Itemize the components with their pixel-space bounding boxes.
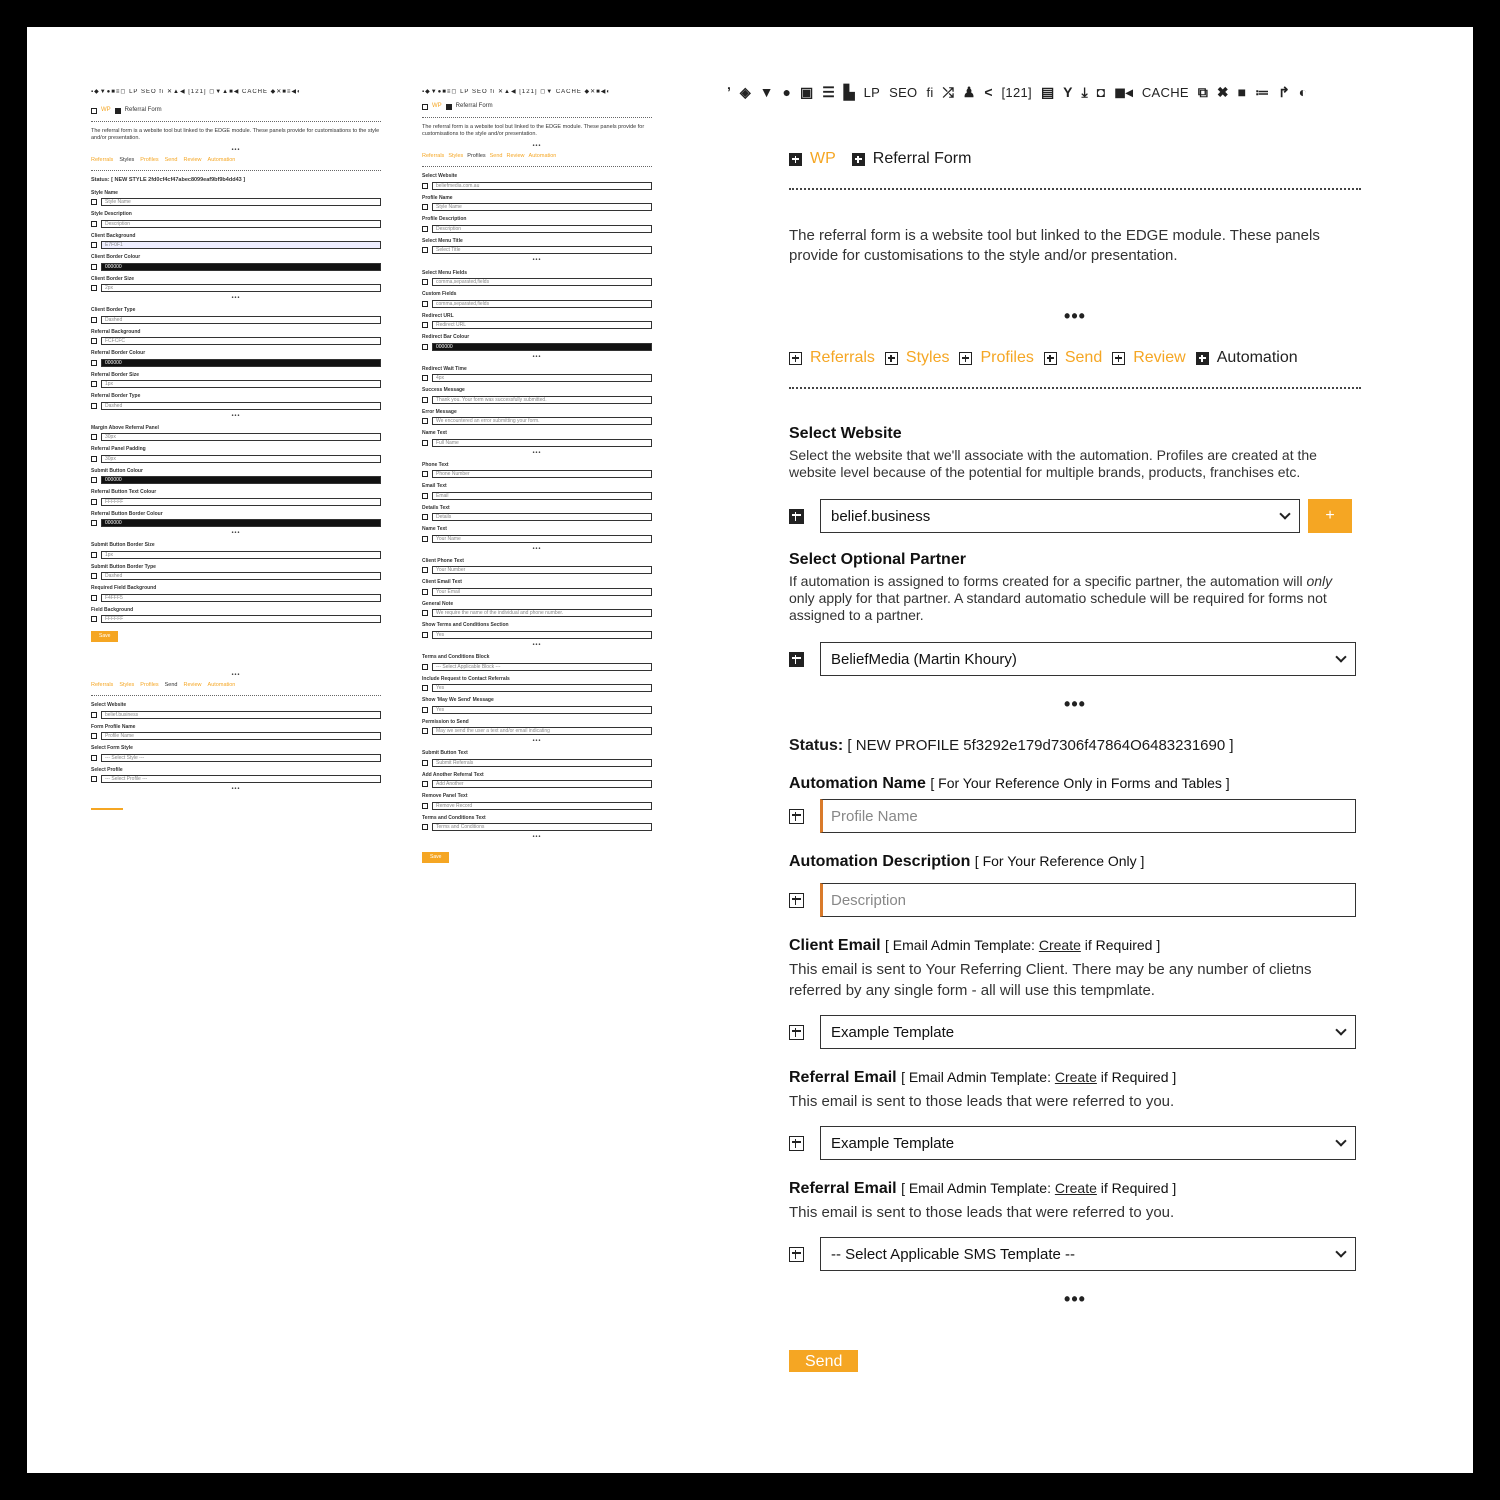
thumb-field-label: Submit Button Border Type bbox=[91, 563, 156, 570]
thumb-tabs: Referrals Styles Profiles Send Review Automation bbox=[91, 157, 236, 164]
shield-icon[interactable]: ◈ bbox=[739, 83, 751, 100]
chevron-down-icon bbox=[1335, 1246, 1346, 1257]
thumb-ellipsis: ••• bbox=[532, 834, 542, 841]
thumbnail-profiles-panel: ▪◆▼●■≡◻ LP SEO fi ✕▲◀ [121] ◻▼ CACHE ◆✕■◀◐ WP Referral Form The referral form is a website tool but linked to the EDGE module. These panels provide for customisations to the style and/or presentation. ••• Referrals Styles Profiles Send Review Automation Select Website beliefmedia.com.au Profile Name Style Name Profile Description Description Select Menu Title Select Title ••• Select Menu Fields comma,separated,fields Custom Fields comma,separated,fields Redirect URL Redirect URL Redirect Bar Colour 000000 ••• Redirect Wait Time 4px Success Message Thank you. Your form was successfully submitted. Error Message We encountered an error submitting your form. Name Text Full Name ••• Phone Text Phone Number Email Text Email Details Text Details Name Text Your Name ••• Client Phone Text Your Number Client Email Text Your Email General Note We require the name of the individual and phone number. Show Terms and Conditions Section Yes ••• Terms and Conditions Block --- Select Applicable Block --- Include Request to Contact Referrals Yes Show 'May We Send' Message Yes Permission to Send May we send the user a text and/or email indicating ••• Submit Button Text Submit Referrals Add Another Referral Text Add Another Remove Panel Text Remove Record Terms and Conditions Text Terms and Conditions ••• Save bbox=[422, 89, 652, 1349]
tab-review[interactable]: Review bbox=[1112, 349, 1185, 367]
redo-icon[interactable]: ↱ bbox=[1278, 83, 1290, 100]
plus-square-icon bbox=[1196, 352, 1209, 365]
plus-square-icon bbox=[422, 760, 428, 766]
chevron-down-icon bbox=[1335, 1135, 1346, 1146]
thumb-field-input[interactable]: F4FFF5 bbox=[101, 594, 381, 602]
plus-square-icon bbox=[91, 733, 97, 739]
shuffle-icon[interactable]: ⤮ bbox=[942, 83, 954, 100]
plus-square-icon bbox=[91, 434, 97, 440]
thumb-field-input[interactable]: Dashed bbox=[101, 572, 381, 580]
thumbnail-styles-panel: ▪◆▼●■≡◻ LP SEO fi ✕▲◀ [121] ◻▼▲■◀ CACHE ◆✕■≡◀◐ WP Referral Form The referral form is a website tool but linked to the EDGE module. These panels provide for customisations to the style and/or presentation. ••• Referrals Styles Profiles Send Review Automation Status: [ NEW STYLE 2fd0cf4cf47abec8099eaf9bf9b4dd43 ] Style Name Style Name Style Description Description Client Background E7F0F1 Client Border Colour 000000 Client Border Size 2px ••• Client Border Type Dashed Referral Background FCFCFC Referral Border Colour 000000 Referral Border Size 1px Referral Border Type Dashed ••• Margin Above Referral Panel 30px Referral Panel Padding 30px Submit Button Colour 000000 Referral Button Text Colour FFFFFF Referral Button Border Colour 000000 ••• Submit Button Border Size 1px Submit Button Border Type Dashed Required Field Background F4FFF5 Field Background FFFFFF Save ••• Referrals Styles Profiles Send Review Automation Select Website belief.business Form Profile Name Profile Name Select Form Style --- Select Style --- Select Profile --- Select Profile --- ••• bbox=[91, 89, 381, 1349]
user-icon[interactable]: ♟ bbox=[962, 83, 976, 100]
tab-referrals[interactable]: Referrals bbox=[789, 349, 875, 367]
thumb-field-label: Select Menu Title bbox=[422, 237, 463, 244]
screenshot-frame bbox=[27, 27, 1473, 1473]
thumb-field-label: Permission to Send bbox=[422, 718, 469, 725]
plus-square-icon bbox=[91, 403, 97, 409]
plus-square-icon bbox=[422, 344, 428, 350]
divider bbox=[789, 188, 1361, 190]
plus-square-icon bbox=[422, 418, 428, 424]
toolbar-cache[interactable]: CACHE bbox=[1141, 84, 1189, 100]
info-icon[interactable]: ● bbox=[782, 84, 791, 100]
plus-square-icon bbox=[91, 285, 97, 291]
thumb-field-label: Profile Name bbox=[422, 194, 453, 201]
thumb-field-input[interactable]: Description bbox=[101, 220, 381, 228]
thumb-field-input[interactable]: 30px bbox=[101, 455, 381, 463]
thumb-ellipsis: ••• bbox=[532, 449, 542, 456]
plus-square-icon bbox=[91, 776, 97, 782]
thumb-field-label: Name Text bbox=[422, 526, 447, 533]
thumb-field-label: Client Border Size bbox=[91, 275, 135, 282]
thumb-field-label: Referral Button Text Colour bbox=[91, 489, 157, 496]
breadcrumb bbox=[789, 150, 1367, 168]
plus-square-icon bbox=[91, 552, 97, 558]
status-value: [ NEW PROFILE 5f3292e179d7306f47864O6483231690 ] bbox=[847, 737, 1234, 754]
thumb-field-input[interactable]: Yes bbox=[432, 706, 652, 714]
thumb-field-label: Redirect Wait Time bbox=[422, 365, 467, 372]
thumb-field-label: Form Profile Name bbox=[91, 723, 136, 730]
fork-icon[interactable]: Y bbox=[1063, 84, 1073, 100]
thumb-field-input[interactable]: Your Email bbox=[432, 588, 652, 596]
thumb-field-label: Client Background bbox=[91, 232, 136, 239]
thumb-field-label: Select Profile bbox=[91, 766, 123, 773]
tab-styles[interactable]: Styles bbox=[885, 349, 950, 367]
thumb-style-fields bbox=[91, 190, 381, 624]
thumb-field-input[interactable]: 000000 bbox=[101, 359, 381, 367]
thumb-field-input[interactable]: --- Select Style --- bbox=[101, 754, 381, 762]
thumb-field-label: Required Field Background bbox=[91, 585, 157, 592]
share-icon[interactable]: < bbox=[984, 84, 993, 100]
select-website-desc: Select the website that we'll associate with the automation. Profiles are created at the website level because of the potential for multiple brands, products, franchises etc. bbox=[789, 447, 1317, 480]
plus-square-icon bbox=[91, 221, 97, 227]
thumb-field-input[interactable]: Terms and Conditions bbox=[432, 823, 652, 831]
plus-square-icon bbox=[422, 707, 428, 713]
plus-square-icon bbox=[422, 247, 428, 253]
thumb-field-label: Client Phone Text bbox=[422, 557, 464, 564]
thumb-field-label: Add Another Referral Text bbox=[422, 771, 484, 778]
thumb-field-input[interactable]: 4px bbox=[432, 374, 652, 382]
thumb-field-input[interactable]: 30px bbox=[101, 433, 381, 441]
toolbar-counter[interactable]: [121] bbox=[1001, 84, 1032, 100]
thumb-field-label: Referral Panel Padding bbox=[91, 446, 146, 453]
plus-square-icon bbox=[422, 824, 428, 830]
breadcrumb-current: Referral Form bbox=[872, 150, 972, 167]
plus-square-icon bbox=[91, 264, 97, 270]
automation-desc-input[interactable]: Description bbox=[820, 883, 1356, 917]
thumb-field-input[interactable]: Your Name bbox=[432, 535, 652, 543]
thumb-field-input[interactable]: comma,separated,fields bbox=[432, 300, 652, 308]
thumb-field-label: Email Text bbox=[422, 483, 447, 490]
tab-automation[interactable]: Automation bbox=[1196, 349, 1298, 367]
plus-square-icon bbox=[422, 183, 428, 189]
thumb2-save-button[interactable]: Save bbox=[422, 852, 449, 863]
toolbar-fi[interactable]: fi bbox=[926, 84, 934, 100]
thumb-field-label: Select Menu Fields bbox=[422, 269, 468, 276]
thumb-field-label: Referral Border Type bbox=[91, 393, 141, 400]
client-email-section: Client Email [ Email Admin Template: Create if Required ] This email is sent to Your Referring Client. There may be any number of clietns referred by any single form - all will use this tempmlate. Example Template bbox=[789, 937, 1361, 1049]
thumb-field-label: General Note bbox=[422, 600, 454, 607]
thumb-field-label: Submit Button Border Size bbox=[91, 542, 155, 549]
thumb-field-input[interactable]: Yes bbox=[432, 631, 652, 639]
plus-square-icon bbox=[959, 352, 972, 365]
thumb-intro: The referral form is a website tool but linked to the EDGE module. These panels provide for customisations to the style and/or presentation. bbox=[91, 127, 380, 141]
thumb-field-input[interactable]: belief.business bbox=[101, 711, 381, 719]
referral-sms-section: Referral Email [ Email Admin Template: Create if Required ] This email is sent to those leads that were referred to you. -- Select Applicable SMS Template -- bbox=[789, 1180, 1361, 1271]
plus-square-icon bbox=[91, 616, 97, 622]
intro-text: The referral form is a website tool but linked to the EDGE module. These panels provide for customisations to the style and/or presentation. bbox=[789, 227, 1320, 264]
partner-section bbox=[789, 551, 1361, 676]
toolbar-lp[interactable]: LP bbox=[863, 84, 881, 100]
plus-square-icon[interactable] bbox=[789, 1247, 804, 1262]
plus-square-icon bbox=[1044, 352, 1057, 365]
thumb-ellipsis: ••• bbox=[231, 295, 241, 301]
thumb-field-input[interactable]: 000000 bbox=[432, 343, 652, 351]
plus-square-icon bbox=[422, 514, 428, 520]
thumb-ellipsis: ••• bbox=[231, 530, 241, 537]
thumb-field-input[interactable]: We require the name of the individual and phone number. bbox=[432, 609, 652, 617]
plus-square-icon bbox=[91, 477, 97, 483]
inbox-icon[interactable]: ■ bbox=[1237, 84, 1247, 100]
plus-square-icon bbox=[422, 589, 428, 595]
thumb-field-input[interactable]: Redirect URL bbox=[432, 321, 652, 329]
website-select[interactable]: belief.business bbox=[820, 499, 1300, 533]
thumb-send-fields bbox=[91, 702, 381, 783]
thumb-field-input[interactable]: 2px bbox=[101, 284, 381, 292]
thumb-field-label: Success Message bbox=[422, 387, 465, 394]
thumb-ellipsis: ••• bbox=[532, 641, 542, 648]
plus-square-icon bbox=[91, 595, 97, 601]
thumb-ellipsis: ••• bbox=[532, 257, 542, 264]
plus-square-icon bbox=[91, 242, 97, 248]
thumb-field-label: Redirect URL bbox=[422, 312, 454, 319]
plus-square-icon bbox=[422, 226, 428, 232]
plus-square-icon[interactable] bbox=[789, 1025, 804, 1040]
thumb-field-input[interactable]: FFFFFF bbox=[101, 498, 381, 506]
plus-square-icon bbox=[422, 204, 428, 210]
create-template-link[interactable]: Create bbox=[1054, 1069, 1097, 1085]
thumb-field-label: Select Form Style bbox=[91, 745, 133, 752]
thumb-field-input[interactable]: 1px bbox=[101, 380, 381, 388]
automation-name-input[interactable]: Profile Name bbox=[820, 799, 1356, 833]
thumb-field-input[interactable]: 000000 bbox=[101, 519, 381, 527]
plus-square-icon bbox=[422, 322, 428, 328]
admin-toolbar bbox=[727, 82, 1367, 102]
thumb-toolbar: ▪◆▼●■≡◻ LP SEO fi ✕▲◀ [121] ◻▼▲■◀ CACHE ◆✕■≡◀◐ bbox=[91, 89, 302, 95]
thumb-field-input[interactable]: Full Name bbox=[432, 439, 652, 447]
chevron-down-icon bbox=[1335, 1024, 1346, 1035]
thumb-field-label: Terms and Conditions Text bbox=[422, 814, 486, 821]
plus-square-icon[interactable] bbox=[789, 509, 804, 524]
plus-square-icon bbox=[422, 375, 428, 381]
thumb-breadcrumb: WP Referral Form bbox=[91, 107, 381, 115]
thumb-field-input[interactable]: --- Select Profile --- bbox=[101, 775, 381, 783]
send-button[interactable]: Send bbox=[789, 1350, 858, 1372]
sms-template-select[interactable]: -- Select Applicable SMS Template -- bbox=[820, 1237, 1356, 1271]
chart-icon[interactable]: ▙ bbox=[843, 83, 855, 100]
palette-icon[interactable]: ◐ bbox=[1298, 84, 1308, 100]
thumb-field-label: Referral Button Border Colour bbox=[91, 510, 163, 517]
thumb-field-input[interactable]: Thank you. Your form was successfully submitted. bbox=[432, 396, 652, 404]
ellipsis-divider: ••• bbox=[1064, 306, 1086, 326]
select-website-title: Select Website bbox=[789, 425, 902, 442]
plus-square-icon bbox=[422, 632, 428, 638]
plus-square-icon bbox=[91, 520, 97, 526]
thumb-field-input[interactable]: comma,separated,fields bbox=[432, 278, 652, 286]
thumb-field-input[interactable]: Profile Name bbox=[101, 732, 381, 740]
plus-square-icon bbox=[422, 471, 428, 477]
thumb-field-input[interactable]: Dashed bbox=[101, 316, 381, 324]
plus-square-icon bbox=[789, 153, 802, 166]
thumb-field-input[interactable]: Select Title bbox=[432, 246, 652, 254]
thumb-field-label: Name Text bbox=[422, 430, 447, 437]
thumb-field-label: Select Website bbox=[91, 702, 127, 709]
referral-email-section: Referral Email [ Email Admin Template: Create if Required ] This email is sent to those leads that were referred to you. Example Template bbox=[789, 1069, 1361, 1160]
plus-square-icon bbox=[91, 381, 97, 387]
thumb-field-input[interactable]: May we send the user a text and/or email indicating bbox=[432, 727, 652, 735]
thumb-save-button[interactable]: Save bbox=[91, 631, 118, 642]
automation-desc-section: Automation Description [ For Your Reference Only ] Description bbox=[789, 853, 1361, 917]
thumb-field-input[interactable]: 1px bbox=[101, 551, 381, 559]
thumb-field-input[interactable]: FFFFFF bbox=[101, 615, 381, 623]
calendar-icon[interactable]: ▣ bbox=[800, 83, 814, 100]
thumb-field-input[interactable]: Email bbox=[432, 492, 652, 500]
plus-square-icon bbox=[1112, 352, 1125, 365]
box-icon[interactable]: ◘ bbox=[1096, 84, 1106, 100]
divider bbox=[789, 387, 1361, 389]
thumb-field-input[interactable]: Add Another bbox=[432, 780, 652, 788]
thumb-field-input[interactable]: Remove Record bbox=[432, 802, 652, 810]
thumb-field-label: Submit Button Text bbox=[422, 750, 468, 757]
plus-square-icon bbox=[91, 360, 97, 366]
thumb-field-input[interactable]: Submit Referrals bbox=[432, 759, 652, 767]
thumb-field-label: Custom Fields bbox=[422, 291, 457, 297]
plus-square-icon bbox=[91, 456, 97, 462]
thumb-field-label: Phone Text bbox=[422, 461, 449, 468]
plus-square-icon bbox=[91, 755, 97, 761]
plus-square-icon bbox=[91, 338, 97, 344]
automation-panel bbox=[727, 82, 1367, 1377]
plus-square-icon bbox=[91, 199, 97, 205]
thumb-field-label: Error Message bbox=[422, 408, 457, 415]
thumb-ellipsis: ••• bbox=[532, 738, 542, 745]
thumb-field-label: Referral Border Size bbox=[91, 371, 140, 378]
thumb-ellipsis: ••• bbox=[532, 353, 542, 360]
chevron-down-icon bbox=[1279, 508, 1290, 519]
thumb-field-input[interactable]: Style Name bbox=[101, 198, 381, 206]
thumb2-profile-fields bbox=[422, 173, 652, 841]
thumb-field-label: Include Request to Contact Referrals bbox=[422, 675, 510, 682]
plus-square-icon bbox=[422, 781, 428, 787]
image-icon[interactable]: ▤ bbox=[1040, 83, 1055, 100]
thumb-field-label: Remove Panel Text bbox=[422, 793, 468, 800]
breadcrumb-wp-link[interactable]: WP bbox=[810, 150, 836, 167]
referral-sms-desc: This email is sent to those leads that were referred to you. bbox=[789, 1204, 1175, 1221]
thumb-field-input[interactable]: beliefmedia.com.au bbox=[432, 182, 652, 190]
filter-icon[interactable]: ▼ bbox=[759, 84, 774, 100]
referral-email-select[interactable]: Example Template bbox=[820, 1126, 1356, 1160]
plus-square-icon bbox=[422, 803, 428, 809]
thumb-field-input[interactable]: Style Name bbox=[432, 203, 652, 211]
ellipsis-divider: ••• bbox=[1064, 1289, 1086, 1309]
thumb-field-label: Referral Background bbox=[91, 328, 141, 335]
plus-square-icon bbox=[422, 728, 428, 734]
tab-profiles[interactable]: Profiles bbox=[959, 349, 1033, 367]
thumb-field-input[interactable]: Description bbox=[432, 225, 652, 233]
thumb2-intro: The referral form is a website tool but linked to the EDGE module. These panels provide for customisations to the style and/or presentation. bbox=[422, 123, 645, 137]
thumb-field-label: Margin Above Referral Panel bbox=[91, 424, 159, 431]
plus-square-icon bbox=[422, 301, 428, 307]
ellipsis-divider: ••• bbox=[1064, 694, 1086, 714]
thumb-field-label: Details Text bbox=[422, 504, 450, 511]
partner-desc: If automation is assigned to forms created for a specific partner, the automation will only only apply for that partner. A standard automatio schedule will be required for forms not assigned to a partner. bbox=[789, 573, 1333, 623]
thumb2-toolbar: ▪◆▼●■≡◻ LP SEO fi ✕▲◀ [121] ◻▼ CACHE ◆✕■◀◐ bbox=[422, 89, 611, 95]
plus-square-icon bbox=[422, 664, 428, 670]
status-line: Status: [ NEW PROFILE 5f3292e179d7306f47864O6483231690 ] bbox=[789, 737, 1234, 754]
thumb-field-label: Terms and Conditions Block bbox=[422, 654, 490, 661]
sync-icon[interactable]: ⧉ bbox=[1197, 83, 1208, 100]
thumb-field-input[interactable]: E7F0F1 bbox=[101, 241, 381, 249]
plus-square-icon[interactable] bbox=[789, 809, 804, 824]
plus-square-icon bbox=[422, 567, 428, 573]
add-website-button[interactable]: + bbox=[1308, 499, 1352, 533]
thumb-field-label: Client Border Type bbox=[91, 307, 136, 314]
thumb-field-input[interactable]: FCFCFC bbox=[101, 337, 381, 345]
client-email-desc: This email is sent to Your Referring Client. There may be any number of clietns referred by any single form - all will use this tempmlate. bbox=[789, 961, 1312, 999]
plus-square-icon bbox=[91, 317, 97, 323]
thumb2-breadcrumb: WP Referral Form bbox=[422, 103, 652, 111]
thumb-field-label: Show 'May We Send' Message bbox=[422, 697, 494, 704]
list-icon[interactable]: ☰ bbox=[822, 83, 835, 100]
thumb-field-label: Style Name bbox=[91, 189, 118, 196]
thumb-field-label: Profile Description bbox=[422, 216, 467, 223]
thumb-field-input[interactable]: --- Select Applicable Block --- bbox=[432, 663, 652, 671]
video-icon[interactable]: ◼◂ bbox=[1114, 83, 1133, 100]
automation-name-section: Automation Name [ For Your Reference Only in Forms and Tables ] Profile Name bbox=[789, 775, 1361, 833]
thumb-field-input[interactable]: Yes bbox=[432, 684, 652, 692]
plus-square-icon bbox=[852, 153, 865, 166]
thumb-ellipsis: ••• bbox=[231, 412, 241, 419]
thumb-send-button[interactable] bbox=[91, 808, 123, 810]
thumb-field-label: Style Description bbox=[91, 211, 132, 217]
thumb-field-input[interactable]: 000000 bbox=[101, 263, 381, 271]
thumb-field-input[interactable]: Details bbox=[432, 513, 652, 521]
partner-title: Select Optional Partner bbox=[789, 551, 966, 568]
thumb-field-input[interactable]: Your Number bbox=[432, 566, 652, 574]
select-website-section bbox=[789, 425, 1361, 533]
tools-icon[interactable]: ✖ bbox=[1216, 83, 1229, 100]
tab-send[interactable]: Send bbox=[1044, 349, 1102, 367]
partner-select[interactable]: BeliefMedia (Martin Khoury) bbox=[820, 642, 1356, 676]
plus-square-icon bbox=[422, 610, 428, 616]
chevron-down-icon bbox=[1335, 651, 1346, 662]
plus-square-icon[interactable] bbox=[789, 893, 804, 908]
plus-square-icon bbox=[422, 440, 428, 446]
referral-email-desc: This email is sent to those leads that were referred to you. bbox=[789, 1093, 1175, 1110]
create-template-link[interactable]: Create bbox=[1054, 1180, 1097, 1196]
plus-square-icon[interactable] bbox=[789, 1136, 804, 1151]
menu-icon[interactable]: ≔ bbox=[1255, 83, 1270, 100]
plus-square-icon bbox=[91, 573, 97, 579]
thumb-field-label: Submit Button Colour bbox=[91, 467, 143, 474]
thumb-ellipsis: ••• bbox=[532, 545, 542, 552]
plus-square-icon[interactable] bbox=[789, 652, 804, 667]
thumb-field-input[interactable]: 000000 bbox=[101, 476, 381, 484]
plus-square-icon bbox=[789, 352, 802, 365]
thumb-field-label: Client Email Text bbox=[422, 579, 462, 586]
module-tabs bbox=[789, 349, 1367, 367]
pin-icon[interactable]: ʼ bbox=[727, 84, 731, 100]
thumb-field-input[interactable]: Dashed bbox=[101, 402, 381, 410]
thumb-field-label: Select Website bbox=[422, 173, 458, 180]
thumb-field-input[interactable]: We encountered an error submitting your form. bbox=[432, 417, 652, 425]
thumb-field-label: Redirect Bar Colour bbox=[422, 334, 470, 340]
thumb-field-input[interactable]: Phone Number bbox=[432, 470, 652, 478]
thumb-field-label: Referral Border Colour bbox=[91, 350, 146, 357]
plus-square-icon bbox=[91, 712, 97, 718]
thumb-field-label: Client Border Colour bbox=[91, 254, 141, 260]
plus-square-icon bbox=[422, 685, 428, 691]
create-template-link[interactable]: Create bbox=[1038, 937, 1081, 953]
thumb-status: Status: [ NEW STYLE 2fd0cf4cf47abec8099eaf9bf9b4dd43 ] bbox=[91, 177, 246, 184]
plus-square-icon bbox=[422, 397, 428, 403]
plus-square-icon bbox=[422, 536, 428, 542]
plus-square-icon bbox=[422, 279, 428, 285]
thumb-field-label: Show Terms and Conditions Section bbox=[422, 622, 509, 629]
download-icon[interactable]: ⤓ bbox=[1081, 83, 1088, 100]
plus-square-icon bbox=[422, 493, 428, 499]
plus-square-icon bbox=[885, 352, 898, 365]
client-email-select[interactable]: Example Template bbox=[820, 1015, 1356, 1049]
thumb-field-label: Field Background bbox=[91, 606, 134, 613]
plus-square-icon bbox=[91, 499, 97, 505]
toolbar-seo[interactable]: SEO bbox=[889, 84, 918, 100]
